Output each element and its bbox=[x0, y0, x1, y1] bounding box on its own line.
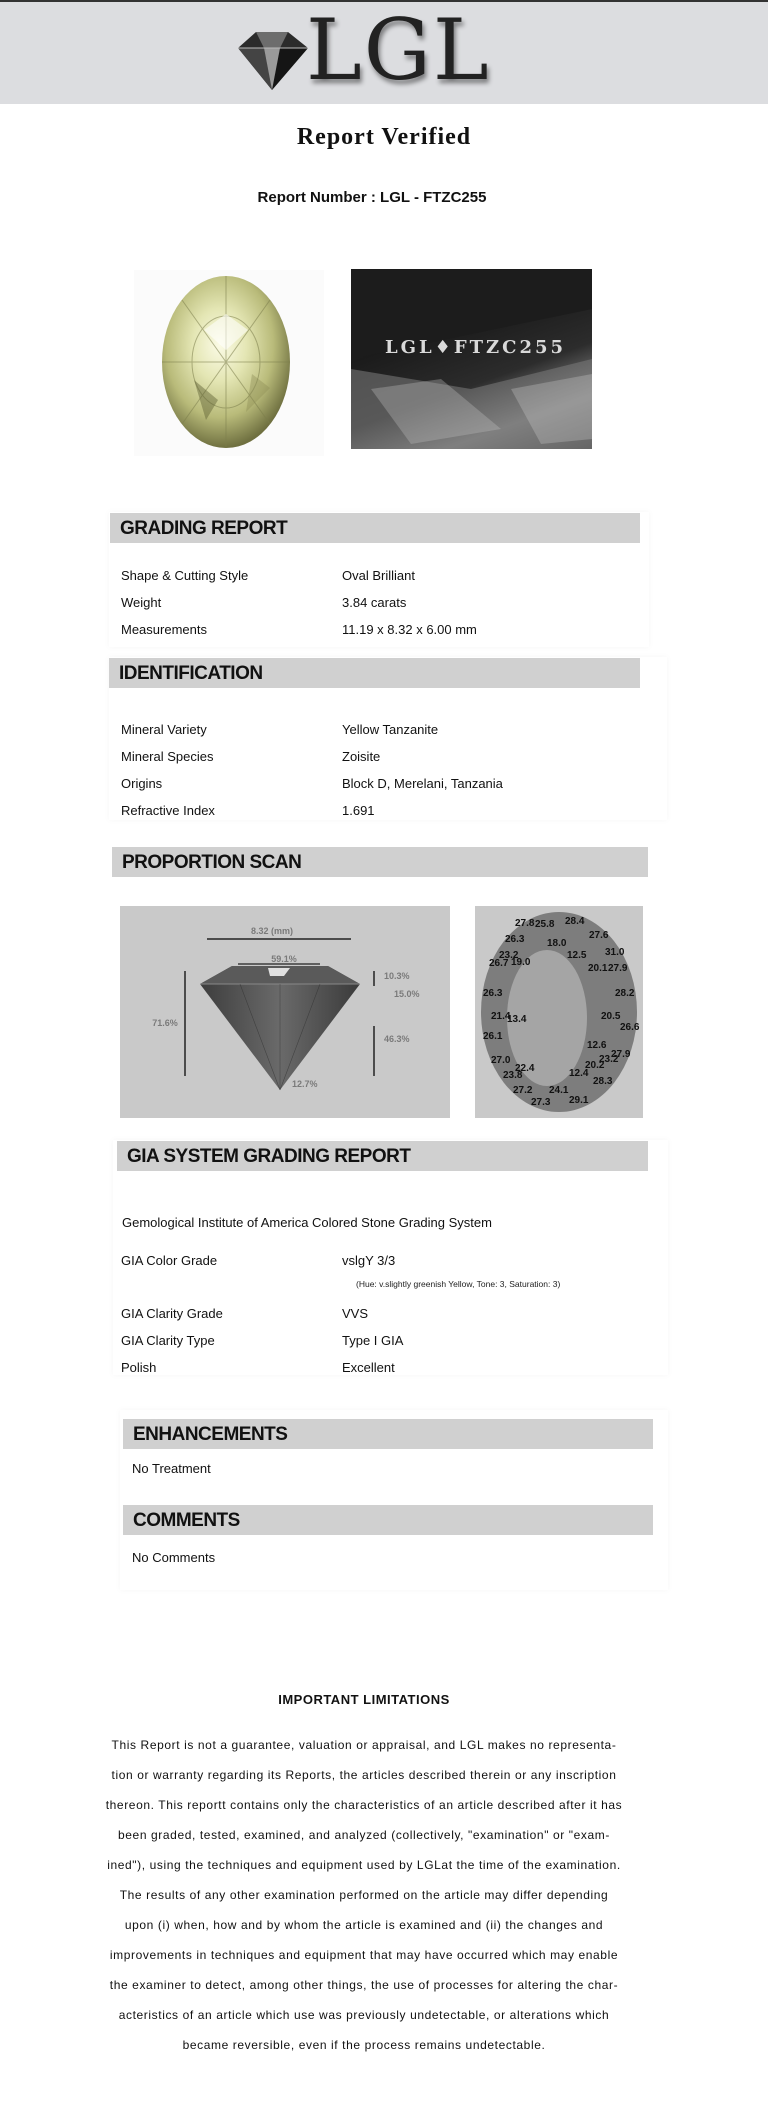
scan-value: 29.1 bbox=[569, 1095, 589, 1106]
scan-value: 27.3 bbox=[531, 1097, 551, 1108]
scan-value: 27.9 bbox=[608, 963, 628, 974]
limitations-line: ined"), using the techniques and equipment used by LGLat the time of the examination. bbox=[107, 1858, 621, 1872]
row-value: Block D, Merelani, Tanzania bbox=[342, 776, 503, 791]
row-label: GIA Clarity Type bbox=[121, 1333, 215, 1348]
scan-value: 26.6 bbox=[620, 1022, 640, 1033]
table-percent: 59.1% bbox=[271, 954, 297, 964]
scan-value: 28.2 bbox=[615, 988, 635, 999]
limitations-heading: IMPORTANT LIMITATIONS bbox=[278, 1692, 450, 1707]
scan-value: 26.7 bbox=[489, 958, 509, 969]
scan-value: 27.2 bbox=[513, 1085, 533, 1096]
scan-value: 20.2 bbox=[585, 1060, 605, 1071]
row-value: Zoisite bbox=[342, 749, 381, 764]
scan-value: 26.3 bbox=[505, 934, 525, 945]
page-title: Report Verified bbox=[296, 124, 472, 150]
row-label: Mineral Species bbox=[121, 749, 214, 764]
row-value: vslgY 3/3 bbox=[342, 1253, 396, 1268]
row-label: Refractive Index bbox=[121, 803, 215, 818]
row-value: 11.19 x 8.32 x 6.00 mm bbox=[342, 622, 477, 637]
row-label: GIA Clarity Grade bbox=[121, 1306, 223, 1321]
report-number: Report Number : LGL - FTZC255 bbox=[257, 189, 487, 206]
scan-value: 26.3 bbox=[483, 988, 503, 999]
width-label: 8.32 (mm) bbox=[250, 926, 294, 936]
row-label: Polish bbox=[121, 1360, 157, 1375]
scan-value: 27.9 bbox=[611, 1049, 631, 1060]
limitations-line: the examiner to detect, among other things, the use of processes for altering the char- bbox=[109, 1978, 619, 1992]
limitations-line: upon (i) when, how and by whom the article is examined and (ii) the changes and bbox=[124, 1918, 604, 1932]
face-up-scan bbox=[475, 906, 643, 1118]
scan-value: 27.0 bbox=[491, 1055, 511, 1066]
scan-value: 12.4 bbox=[569, 1068, 589, 1079]
gia-heading: GIA SYSTEM GRADING REPORT bbox=[117, 1141, 648, 1171]
scan-value: 22.4 bbox=[515, 1063, 535, 1074]
scan-value: 18.0 bbox=[547, 938, 567, 949]
scan-value: 12.6 bbox=[587, 1040, 607, 1051]
profile-diagram bbox=[120, 906, 450, 1118]
logo-text: LGL bbox=[306, 1, 491, 99]
scan-value: 13.4 bbox=[507, 1014, 527, 1025]
scan-value: 23.8 bbox=[503, 1070, 523, 1081]
limitations-line: tion or warranty regarding its Reports, the articles described therein or any inscription bbox=[111, 1768, 617, 1782]
scan-value: 19.0 bbox=[511, 957, 531, 968]
row-label: Origins bbox=[121, 776, 163, 791]
inscription-photo bbox=[351, 269, 592, 449]
color-grade-note: (Hue: v.slightly greenish Yellow, Tone: 3, Saturation: 3) bbox=[356, 1279, 561, 1289]
limitations-line: been graded, tested, examined, and analyzed (collectively, "examination" or "exam- bbox=[118, 1828, 610, 1842]
scan-value: 24.1 bbox=[549, 1085, 569, 1096]
girdle-percent: 15.0% bbox=[394, 989, 420, 999]
comments-heading: COMMENTS bbox=[123, 1505, 653, 1535]
row-value: Yellow Tanzanite bbox=[342, 722, 439, 737]
scan-value: 27.6 bbox=[589, 930, 609, 941]
gia-system-text: Gemological Institute of America Colored Stone Grading System bbox=[122, 1215, 492, 1230]
limitations-line: improvements in techniques and equipment that may have occurred which may enable bbox=[109, 1948, 619, 1962]
row-label: GIA Color Grade bbox=[121, 1253, 218, 1268]
limitations-line: thereon. This reportt contains only the characteristics of an article described after it has bbox=[105, 1798, 623, 1812]
row-value: Excellent bbox=[342, 1360, 395, 1375]
row-value: Type I GIA bbox=[342, 1333, 404, 1348]
diamond-icon bbox=[232, 28, 312, 92]
row-label: Mineral Variety bbox=[121, 722, 207, 737]
total-depth-percent: 71.6% bbox=[152, 1018, 178, 1028]
row-value: 1.691 bbox=[342, 803, 375, 818]
limitations-line: This Report is not a guarantee, valuation or appraisal, and LGL makes no representa- bbox=[111, 1738, 617, 1752]
pavilion-depth-percent: 46.3% bbox=[384, 1034, 410, 1044]
row-value: VVS bbox=[342, 1306, 369, 1321]
identification-heading: IDENTIFICATION bbox=[109, 658, 640, 688]
culet-percent: 12.7% bbox=[292, 1079, 318, 1089]
scan-value: 21.4 bbox=[491, 1011, 511, 1022]
gem-photo bbox=[134, 270, 324, 456]
comments-text: No Comments bbox=[132, 1550, 216, 1565]
enhancements-text: No Treatment bbox=[132, 1461, 211, 1476]
scan-value: 27.8 bbox=[515, 918, 535, 929]
scan-value: 23.2 bbox=[599, 1054, 619, 1065]
scan-value: 28.3 bbox=[593, 1076, 613, 1087]
scan-value: 23.2 bbox=[499, 950, 519, 961]
header-banner bbox=[0, 2, 768, 104]
row-label: Measurements bbox=[121, 622, 207, 637]
limitations-line: acteristics of an article which use was previously undetectable, or alterations which bbox=[118, 2008, 610, 2022]
crown-height-percent: 10.3% bbox=[384, 971, 410, 981]
inscription-text: LGL♦FTZC255 bbox=[385, 337, 567, 358]
scan-value: 31.0 bbox=[605, 947, 625, 958]
scan-value: 28.4 bbox=[565, 916, 585, 927]
limitations-line: became reversible, even if the process remains undetectable. bbox=[182, 2038, 546, 2052]
row-label: Shape & Cutting Style bbox=[121, 568, 249, 583]
row-label: Weight bbox=[121, 595, 162, 610]
scan-value: 20.5 bbox=[601, 1011, 621, 1022]
enhancements-heading: ENHANCEMENTS bbox=[123, 1419, 653, 1449]
limitations-line: The results of any other examination performed on the article may differ depending bbox=[119, 1888, 609, 1902]
row-value: Oval Brilliant bbox=[342, 568, 415, 583]
scan-value: 12.5 bbox=[567, 950, 587, 961]
scan-value: 25.8 bbox=[535, 919, 555, 930]
grading-heading: GRADING REPORT bbox=[110, 513, 640, 543]
scan-value: 26.1 bbox=[483, 1031, 503, 1042]
lgl-logo[interactable] bbox=[232, 1, 492, 99]
proportion-heading: PROPORTION SCAN bbox=[112, 847, 648, 877]
row-value: 3.84 carats bbox=[342, 595, 407, 610]
scan-value: 20.1 bbox=[588, 963, 608, 974]
